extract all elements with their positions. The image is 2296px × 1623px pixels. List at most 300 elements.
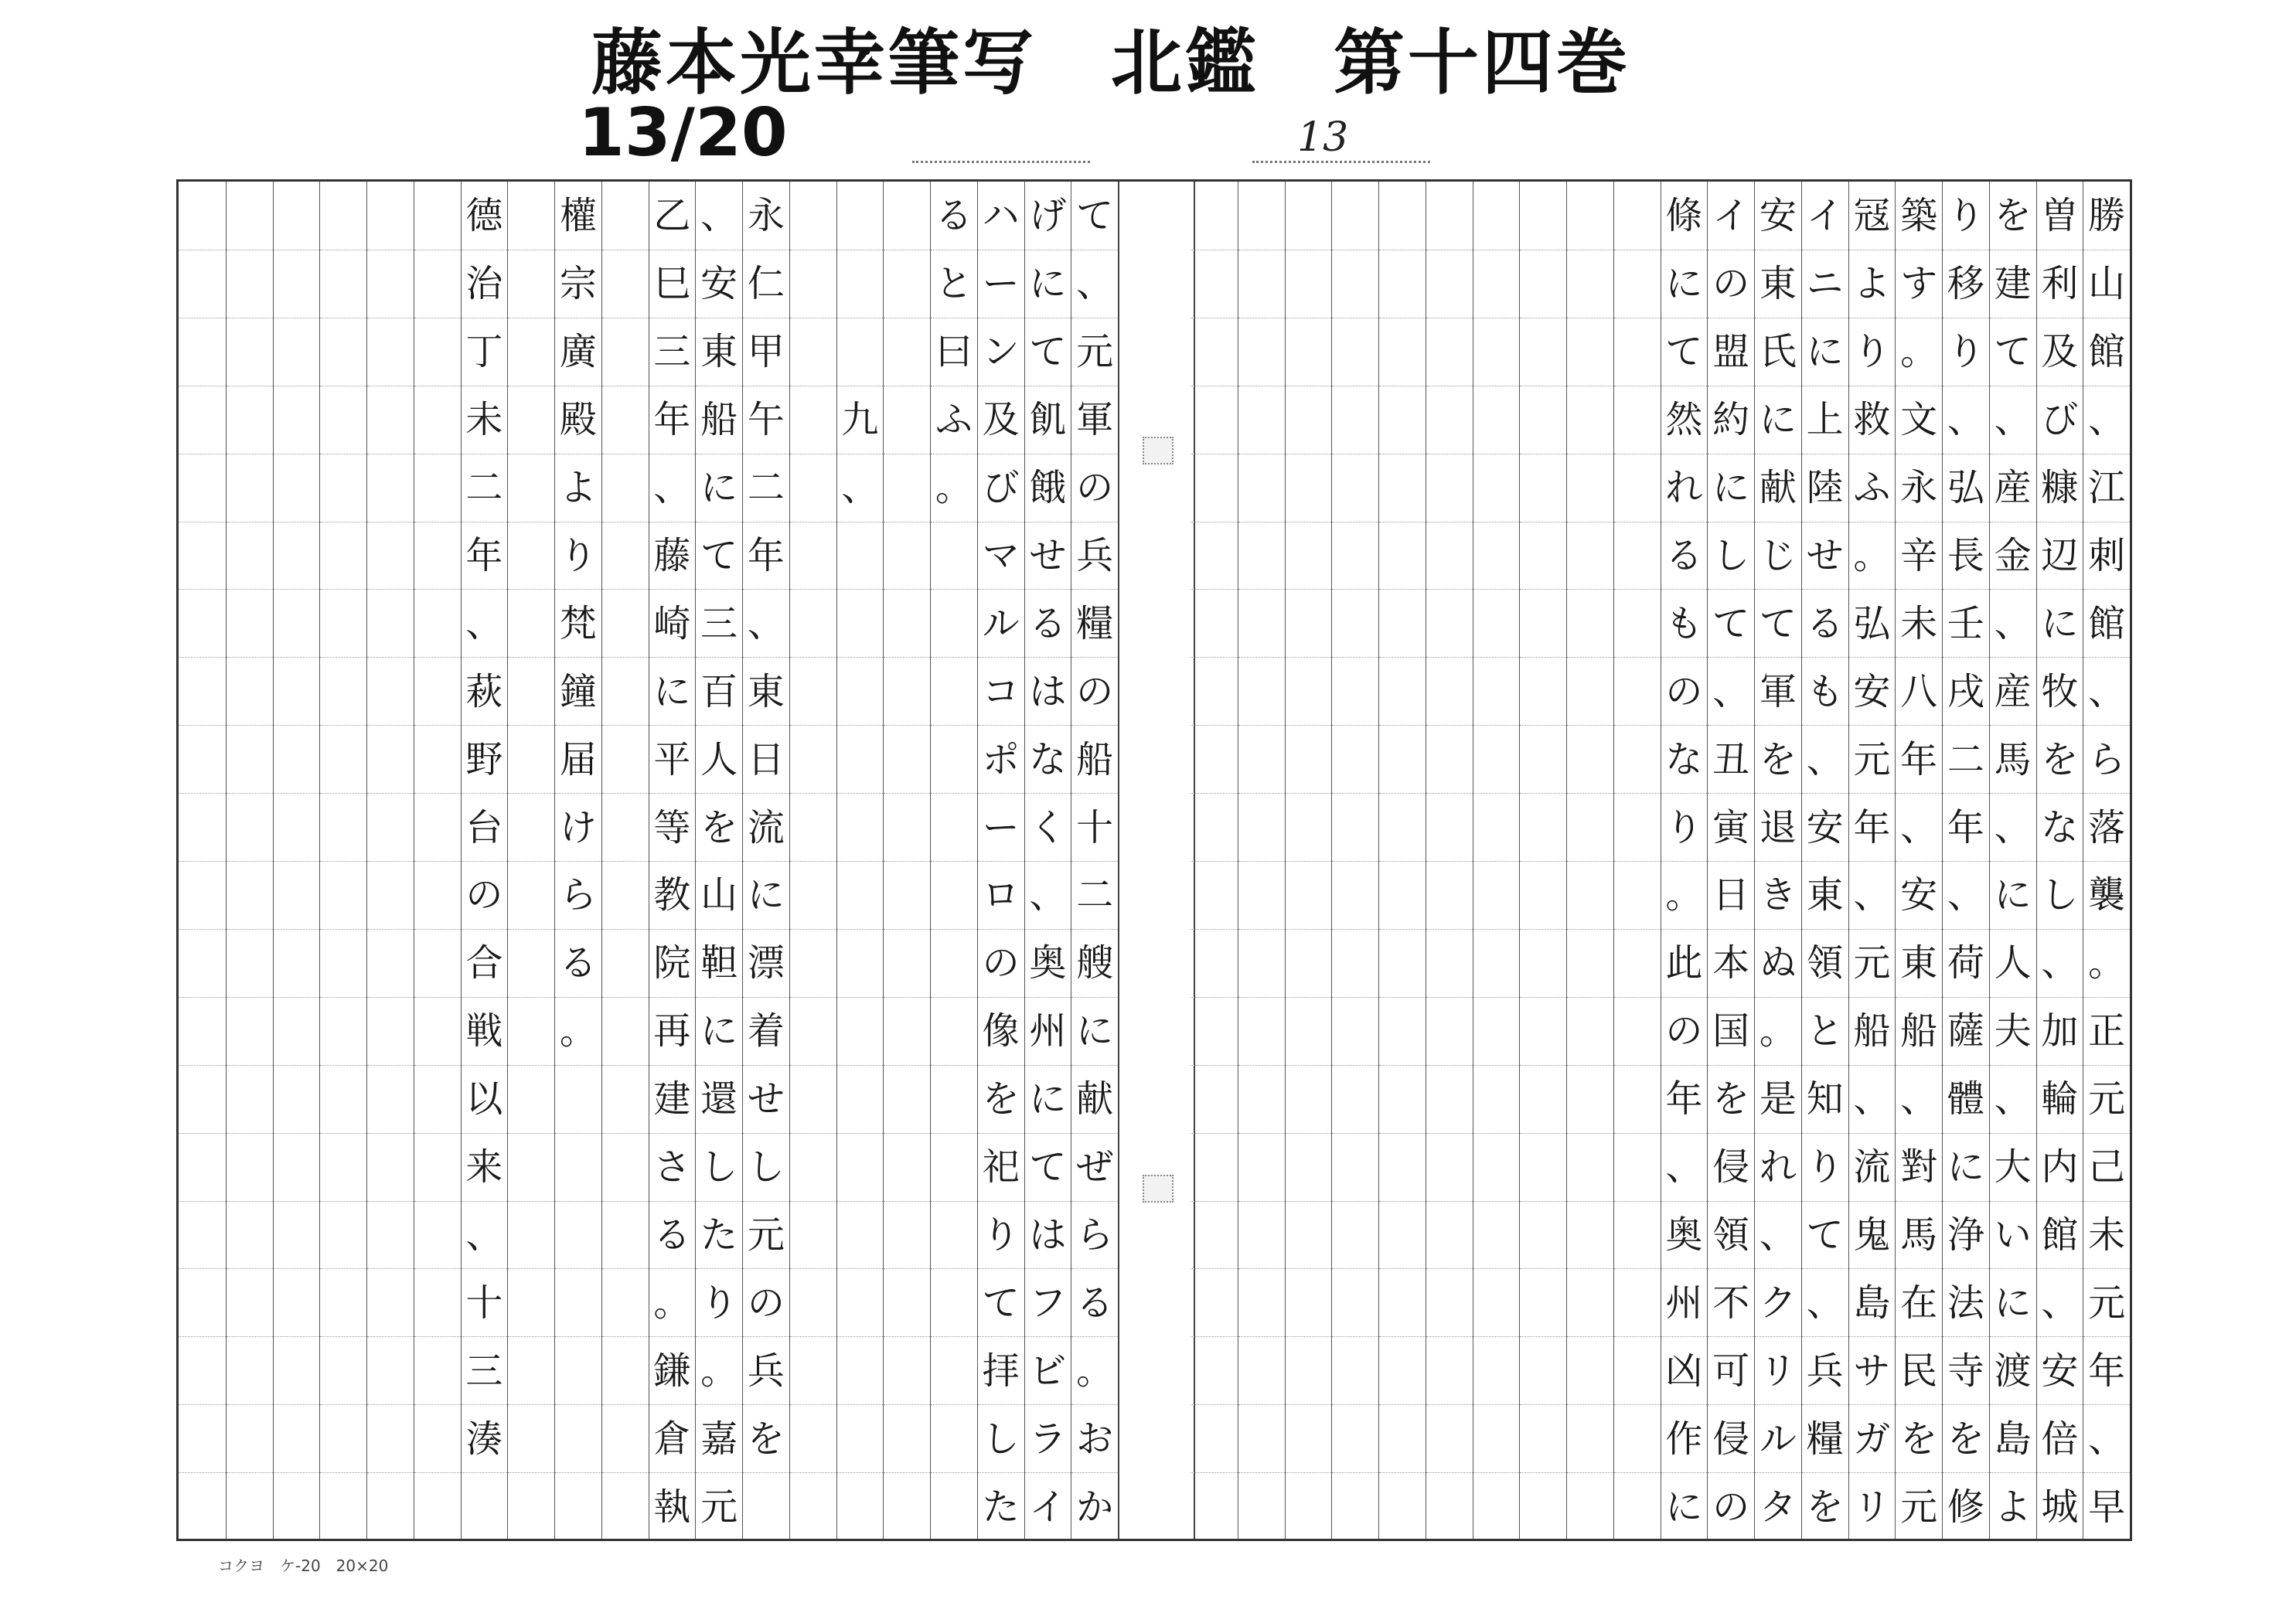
manuscript-cell bbox=[1379, 1268, 1426, 1336]
manuscript-cell bbox=[274, 1472, 320, 1539]
manuscript-cell: 、 bbox=[1025, 861, 1071, 929]
manuscript-cell bbox=[414, 997, 461, 1065]
manuscript-cell bbox=[931, 793, 977, 861]
manuscript-cell: を bbox=[1896, 1404, 1942, 1472]
manuscript-cell: よ bbox=[555, 454, 601, 522]
manuscript-cell bbox=[931, 725, 977, 793]
manuscript-cell: 鎌 bbox=[649, 1336, 696, 1404]
manuscript-cell: ガ bbox=[1849, 1404, 1896, 1472]
manuscript-cell bbox=[1426, 997, 1473, 1065]
manuscript-cell bbox=[508, 997, 554, 1065]
manuscript-cell: ン bbox=[978, 318, 1024, 386]
manuscript-cell bbox=[1473, 861, 1520, 929]
manuscript-cell: に bbox=[1990, 861, 2036, 929]
manuscript-cell bbox=[1238, 657, 1285, 725]
manuscript-cell bbox=[1426, 1268, 1473, 1336]
manuscript-cell: の bbox=[978, 929, 1024, 997]
manuscript-cell bbox=[274, 1404, 320, 1472]
manuscript-cell bbox=[1238, 589, 1285, 657]
manuscript-cell: 。 bbox=[649, 1268, 696, 1336]
manuscript-cell bbox=[508, 861, 554, 929]
manuscript-cell: 台 bbox=[462, 793, 508, 861]
manuscript-cell: 東 bbox=[1802, 861, 1848, 929]
manuscript-cell bbox=[414, 182, 461, 250]
manuscript-cell bbox=[508, 1201, 554, 1269]
manuscript-column bbox=[649, 182, 696, 1539]
manuscript-cell: を bbox=[978, 1065, 1024, 1133]
manuscript-cell bbox=[1520, 250, 1566, 318]
manuscript-cell bbox=[1567, 1133, 1613, 1201]
manuscript-cell: 日 bbox=[743, 725, 789, 793]
manuscript-cell bbox=[602, 589, 649, 657]
manuscript-cell: 祀 bbox=[978, 1133, 1024, 1201]
manuscript-column bbox=[1801, 182, 1848, 1539]
manuscript-cell bbox=[1238, 725, 1285, 793]
manuscript-cell: の bbox=[1661, 657, 1708, 725]
manuscript-cell: 鐘 bbox=[555, 657, 601, 725]
manuscript-cell bbox=[1473, 522, 1520, 590]
manuscript-cell bbox=[508, 725, 554, 793]
manuscript-cell: 二 bbox=[1071, 861, 1118, 929]
manuscript-cell bbox=[320, 522, 366, 590]
manuscript-cell bbox=[414, 1133, 461, 1201]
manuscript-cell: 正 bbox=[2083, 997, 2130, 1065]
manuscript-cell bbox=[508, 182, 554, 250]
manuscript-cell: 、 bbox=[2037, 1268, 2083, 1336]
manuscript-cell: 治 bbox=[462, 250, 508, 318]
manuscript-cell bbox=[790, 589, 836, 657]
manuscript-cell bbox=[884, 182, 930, 250]
manuscript-cell bbox=[1379, 1472, 1426, 1539]
manuscript-cell bbox=[227, 725, 273, 793]
manuscript-cell bbox=[1379, 1404, 1426, 1472]
manuscript-cell: 餓 bbox=[1025, 454, 1071, 522]
manuscript-cell: げ bbox=[1029, 193, 1067, 237]
manuscript-cell bbox=[274, 250, 320, 318]
manuscript-cell: 、 bbox=[462, 1201, 508, 1269]
manuscript-cell bbox=[1191, 250, 1238, 318]
manuscript-cell: 日 bbox=[1708, 861, 1754, 929]
manuscript-cell bbox=[508, 250, 554, 318]
manuscript-cell bbox=[320, 1336, 366, 1404]
manuscript-cell bbox=[790, 522, 836, 590]
manuscript-cell: 野 bbox=[462, 725, 508, 793]
manuscript-cell bbox=[1191, 522, 1238, 590]
manuscript-cell: に bbox=[1025, 250, 1071, 318]
manuscript-cell bbox=[274, 522, 320, 590]
manuscript-cell bbox=[227, 454, 273, 522]
manuscript-cell: 、 bbox=[1708, 657, 1754, 725]
manuscript-column bbox=[179, 182, 226, 1539]
manuscript-cell: 、 bbox=[1896, 793, 1942, 861]
manuscript-cell bbox=[1614, 1404, 1661, 1472]
manuscript-cell: り bbox=[1849, 318, 1896, 386]
manuscript-cell: 侵 bbox=[1708, 1404, 1754, 1472]
manuscript-cell: を bbox=[743, 1404, 789, 1472]
manuscript-cell: 上 bbox=[1802, 386, 1848, 454]
manuscript-cell bbox=[1567, 250, 1613, 318]
manuscript-cell: 船 bbox=[696, 386, 742, 454]
manuscript-cell: 館 bbox=[2037, 1201, 2083, 1269]
manuscript-cell bbox=[227, 589, 273, 657]
manuscript-cell bbox=[1332, 1201, 1378, 1269]
manuscript-cell bbox=[931, 589, 977, 657]
manuscript-cell: の bbox=[743, 1268, 789, 1336]
manuscript-cell: 戌 bbox=[1943, 657, 1989, 725]
manuscript-cell bbox=[1473, 1133, 1520, 1201]
manuscript-column bbox=[1989, 182, 2036, 1539]
manuscript-cell: 還 bbox=[696, 1065, 742, 1133]
manuscript-cell: 元 bbox=[743, 1201, 789, 1269]
manuscript-cell bbox=[320, 1472, 366, 1539]
manuscript-cell: 元 bbox=[1896, 1472, 1942, 1539]
manuscript-cell: 安 bbox=[1759, 193, 1797, 237]
manuscript-column bbox=[461, 182, 508, 1539]
manuscript-cell: は bbox=[1025, 1201, 1071, 1269]
manuscript-cell: 安 bbox=[696, 250, 742, 318]
manuscript-cell: る bbox=[935, 193, 973, 237]
manuscript-cell bbox=[274, 454, 320, 522]
manuscript-cell: 。 bbox=[2083, 929, 2130, 997]
manuscript-cell: 東 bbox=[1896, 929, 1942, 997]
manuscript-cell bbox=[1191, 725, 1238, 793]
manuscript-cell bbox=[1520, 1404, 1566, 1472]
manuscript-cell: 、 bbox=[1755, 1201, 1801, 1269]
manuscript-cell bbox=[227, 250, 273, 318]
manuscript-cell: 安 bbox=[1802, 793, 1848, 861]
manuscript-cell: 建 bbox=[1990, 250, 2036, 318]
manuscript-cell bbox=[227, 1336, 273, 1404]
manuscript-cell bbox=[602, 1065, 649, 1133]
manuscript-cell bbox=[1473, 929, 1520, 997]
manuscript-cell bbox=[227, 386, 273, 454]
manuscript-cell bbox=[1191, 1065, 1238, 1133]
manuscript-cell bbox=[227, 1404, 273, 1472]
gutter-tab bbox=[1143, 437, 1174, 464]
manuscript-cell bbox=[602, 182, 649, 250]
manuscript-cell: た bbox=[696, 1201, 742, 1269]
manuscript-cell bbox=[1520, 1133, 1566, 1201]
manuscript-cell: 教 bbox=[649, 861, 696, 929]
manuscript-cell bbox=[837, 1336, 884, 1404]
manuscript-cell bbox=[1473, 454, 1520, 522]
manuscript-cell: フ bbox=[1025, 1268, 1071, 1336]
manuscript-cell bbox=[837, 929, 884, 997]
manuscript-cell bbox=[1614, 657, 1661, 725]
manuscript-cell: 倉 bbox=[649, 1404, 696, 1472]
manuscript-cell: し bbox=[978, 1404, 1024, 1472]
manuscript-column bbox=[1238, 182, 1285, 1539]
manuscript-cell bbox=[1520, 725, 1566, 793]
manuscript-cell: 安 bbox=[1849, 657, 1896, 725]
manuscript-cell: マ bbox=[978, 522, 1024, 590]
manuscript-column bbox=[1519, 182, 1566, 1539]
manuscript-cell bbox=[1426, 725, 1473, 793]
manuscript-cell bbox=[602, 725, 649, 793]
manuscript-cell: 輪 bbox=[2037, 1065, 2083, 1133]
manuscript-cell bbox=[1191, 182, 1238, 250]
manuscript-cell bbox=[931, 1133, 977, 1201]
manuscript-cell: 湊 bbox=[462, 1404, 508, 1472]
manuscript-cell: の bbox=[1661, 997, 1708, 1065]
manuscript-cell: 艘 bbox=[1071, 929, 1118, 997]
manuscript-cell bbox=[414, 318, 461, 386]
manuscript-cell bbox=[1379, 1336, 1426, 1404]
manuscript-cell bbox=[1614, 1133, 1661, 1201]
manuscript-cell bbox=[1286, 657, 1332, 725]
manuscript-cell: に bbox=[2037, 589, 2083, 657]
manuscript-cell bbox=[837, 1201, 884, 1269]
manuscript-cell bbox=[367, 793, 414, 861]
manuscript-cell bbox=[555, 1404, 601, 1472]
manuscript-cell: 浄 bbox=[1943, 1201, 1989, 1269]
manuscript-cell bbox=[1567, 1404, 1613, 1472]
manuscript-cell bbox=[1614, 386, 1661, 454]
manuscript-left-half bbox=[179, 182, 1118, 1539]
manuscript-cell bbox=[837, 861, 884, 929]
manuscript-cell bbox=[602, 386, 649, 454]
manuscript-cell: り bbox=[1947, 193, 1984, 237]
manuscript-cell bbox=[602, 861, 649, 929]
manuscript-cell bbox=[414, 1472, 461, 1539]
manuscript-column bbox=[1191, 182, 1238, 1539]
manuscript-cell bbox=[1286, 1065, 1332, 1133]
manuscript-cell bbox=[1238, 861, 1285, 929]
manuscript-cell bbox=[508, 1065, 554, 1133]
manuscript-cell bbox=[274, 929, 320, 997]
manuscript-cell: 年 bbox=[1849, 793, 1896, 861]
manuscript-cell bbox=[1614, 454, 1661, 522]
manuscript-cell bbox=[1191, 1201, 1238, 1269]
manuscript-cell bbox=[1614, 318, 1661, 386]
manuscript-cell bbox=[367, 1201, 414, 1269]
manuscript-cell bbox=[1426, 522, 1473, 590]
manuscript-cell bbox=[931, 1404, 977, 1472]
manuscript-cell: の bbox=[462, 861, 508, 929]
manuscript-cell bbox=[1426, 589, 1473, 657]
manuscript-cell bbox=[790, 250, 836, 318]
manuscript-cell: 城 bbox=[2037, 1472, 2083, 1539]
manuscript-cell bbox=[1191, 589, 1238, 657]
manuscript-cell: 勝 bbox=[2088, 193, 2126, 237]
manuscript-column bbox=[507, 182, 554, 1539]
manuscript-cell: 宗 bbox=[555, 250, 601, 318]
manuscript-cell: る bbox=[1661, 522, 1708, 590]
manuscript-cell: 、 bbox=[2037, 929, 2083, 997]
manuscript-cell bbox=[837, 522, 884, 590]
manuscript-cell: イ bbox=[1806, 193, 1844, 237]
manuscript-cell: て bbox=[1755, 589, 1801, 657]
manuscript-cell bbox=[1426, 1201, 1473, 1269]
manuscript-cell: を bbox=[1802, 1472, 1848, 1539]
manuscript-cell bbox=[790, 386, 836, 454]
manuscript-cell bbox=[227, 318, 273, 386]
manuscript-cell bbox=[1520, 1065, 1566, 1133]
manuscript-cell bbox=[1332, 1472, 1378, 1539]
manuscript-cell: 元 bbox=[2083, 1268, 2130, 1336]
manuscript-cell bbox=[1614, 793, 1661, 861]
manuscript-cell bbox=[790, 1268, 836, 1336]
manuscript-cell bbox=[414, 861, 461, 929]
manuscript-cell bbox=[837, 182, 884, 250]
manuscript-cell: に bbox=[743, 861, 789, 929]
manuscript-cell: ー bbox=[978, 250, 1024, 318]
manuscript-cell: 渡 bbox=[1990, 1336, 2036, 1404]
manuscript-cell: 金 bbox=[1990, 522, 2036, 590]
manuscript-cell: 此 bbox=[1661, 929, 1708, 997]
manuscript-cell bbox=[1191, 318, 1238, 386]
manuscript-cell: 三 bbox=[696, 589, 742, 657]
manuscript-cell bbox=[320, 1065, 366, 1133]
manuscript-cell bbox=[1332, 861, 1378, 929]
manuscript-cell bbox=[179, 182, 226, 250]
manuscript-cell bbox=[1286, 793, 1332, 861]
manuscript-cell: 寅 bbox=[1708, 793, 1754, 861]
manuscript-cell: 。 bbox=[1849, 522, 1896, 590]
manuscript-cell: 兵 bbox=[1802, 1336, 1848, 1404]
manuscript-cell: 、 bbox=[2083, 1404, 2130, 1472]
manuscript-cell: 冦 bbox=[1853, 193, 1891, 237]
manuscript-cell: 二 bbox=[1943, 725, 1989, 793]
manuscript-cell bbox=[1473, 1472, 1520, 1539]
manuscript-cell bbox=[227, 1065, 273, 1133]
manuscript-cell: に bbox=[649, 657, 696, 725]
manuscript-cell bbox=[414, 725, 461, 793]
manuscript-cell bbox=[274, 861, 320, 929]
manuscript-column bbox=[1285, 182, 1332, 1539]
manuscript-cell bbox=[367, 1133, 414, 1201]
manuscript-cell: と bbox=[931, 250, 977, 318]
manuscript-cell bbox=[1426, 250, 1473, 318]
manuscript-cell: 元 bbox=[2083, 1065, 2130, 1133]
manuscript-cell bbox=[1379, 454, 1426, 522]
page-counter: 13/20 bbox=[578, 94, 788, 172]
manuscript-cell bbox=[555, 1336, 601, 1404]
center-gutter bbox=[1118, 182, 1195, 1539]
manuscript-cell bbox=[1332, 997, 1378, 1065]
manuscript-column bbox=[226, 182, 273, 1539]
manuscript-cell bbox=[274, 793, 320, 861]
manuscript-cell bbox=[1520, 454, 1566, 522]
manuscript-cell bbox=[1614, 725, 1661, 793]
manuscript-cell: 永 bbox=[1896, 454, 1942, 522]
manuscript-cell: 文 bbox=[1896, 386, 1942, 454]
manuscript-cell bbox=[1286, 1336, 1332, 1404]
manuscript-cell bbox=[1379, 1065, 1426, 1133]
manuscript-cell: 糧 bbox=[1071, 589, 1118, 657]
manuscript-cell: ふ bbox=[1849, 454, 1896, 522]
manuscript-cell: を bbox=[1755, 725, 1801, 793]
manuscript-cell: り bbox=[1943, 318, 1989, 386]
manuscript-column bbox=[414, 182, 461, 1539]
manuscript-cell: 約 bbox=[1708, 386, 1754, 454]
manuscript-cell bbox=[414, 1201, 461, 1269]
manuscript-cell: 馬 bbox=[1896, 1201, 1942, 1269]
manuscript-cell: ハ bbox=[982, 193, 1020, 237]
manuscript-cell bbox=[1567, 861, 1613, 929]
manuscript-cell bbox=[179, 1268, 226, 1336]
manuscript-cell bbox=[274, 318, 320, 386]
manuscript-cell: 。 bbox=[1661, 861, 1708, 929]
manuscript-cell: 移 bbox=[1943, 250, 1989, 318]
manuscript-cell bbox=[320, 1201, 366, 1269]
manuscript-cell: 以 bbox=[462, 1065, 508, 1133]
manuscript-cell: 築 bbox=[1900, 193, 1938, 237]
manuscript-cell bbox=[790, 1404, 836, 1472]
manuscript-cell bbox=[602, 1472, 649, 1539]
manuscript-cell bbox=[1238, 1336, 1285, 1404]
manuscript-cell bbox=[1520, 1268, 1566, 1336]
manuscript-cell bbox=[1332, 657, 1378, 725]
manuscript-cell bbox=[179, 250, 226, 318]
manuscript-cell: 糧 bbox=[1802, 1404, 1848, 1472]
manuscript-cell bbox=[1426, 1133, 1473, 1201]
manuscript-cell bbox=[414, 929, 461, 997]
manuscript-column bbox=[1942, 182, 1989, 1539]
manuscript-cell bbox=[367, 929, 414, 997]
manuscript-cell bbox=[1473, 1336, 1520, 1404]
manuscript-cell: 藤 bbox=[649, 522, 696, 590]
manuscript-cell bbox=[1191, 386, 1238, 454]
manuscript-cell: の bbox=[1708, 1472, 1754, 1539]
manuscript-cell: の bbox=[1071, 454, 1118, 522]
manuscript-cell: 拝 bbox=[978, 1336, 1024, 1404]
manuscript-cell: び bbox=[2037, 386, 2083, 454]
manuscript-cell bbox=[1520, 318, 1566, 386]
manuscript-cell bbox=[1286, 1404, 1332, 1472]
manuscript-cell bbox=[414, 454, 461, 522]
manuscript-cell: ー bbox=[978, 793, 1024, 861]
manuscript-cell bbox=[1379, 589, 1426, 657]
manuscript-cell bbox=[367, 861, 414, 929]
manuscript-cell bbox=[1473, 318, 1520, 386]
manuscript-cell bbox=[884, 1065, 930, 1133]
manuscript-cell bbox=[274, 1268, 320, 1336]
manuscript-cell bbox=[1238, 522, 1285, 590]
manuscript-cell bbox=[602, 929, 649, 997]
manuscript-cell bbox=[790, 454, 836, 522]
manuscript-cell: 壬 bbox=[1943, 589, 1989, 657]
page-number-dotted-line-left bbox=[912, 161, 1090, 163]
manuscript-cell: 權 bbox=[559, 193, 597, 237]
manuscript-cell bbox=[1473, 182, 1520, 250]
manuscript-cell bbox=[555, 1065, 601, 1133]
manuscript-cell bbox=[320, 1133, 366, 1201]
manuscript-cell: を bbox=[2037, 725, 2083, 793]
manuscript-cell bbox=[1567, 929, 1613, 997]
manuscript-cell: ク bbox=[1755, 1268, 1801, 1336]
manuscript-cell: き bbox=[1755, 861, 1801, 929]
manuscript-cell bbox=[602, 250, 649, 318]
manuscript-cell: 献 bbox=[1071, 1065, 1118, 1133]
manuscript-cell bbox=[602, 1201, 649, 1269]
manuscript-cell bbox=[837, 1268, 884, 1336]
manuscript-column bbox=[2083, 182, 2130, 1539]
manuscript-cell: 凶 bbox=[1661, 1336, 1708, 1404]
manuscript-cell bbox=[227, 657, 273, 725]
manuscript-cell: れ bbox=[1755, 1133, 1801, 1201]
manuscript-cell bbox=[367, 522, 414, 590]
manuscript-cell bbox=[1614, 997, 1661, 1065]
manuscript-cell: 、 bbox=[700, 193, 738, 237]
manuscript-cell: 不 bbox=[1708, 1268, 1754, 1336]
manuscript-column bbox=[883, 182, 930, 1539]
manuscript-cell: 法 bbox=[1943, 1268, 1989, 1336]
manuscript-cell: 東 bbox=[696, 318, 742, 386]
manuscript-column bbox=[1661, 182, 1708, 1539]
manuscript-cell bbox=[1191, 1336, 1238, 1404]
manuscript-cell bbox=[931, 657, 977, 725]
